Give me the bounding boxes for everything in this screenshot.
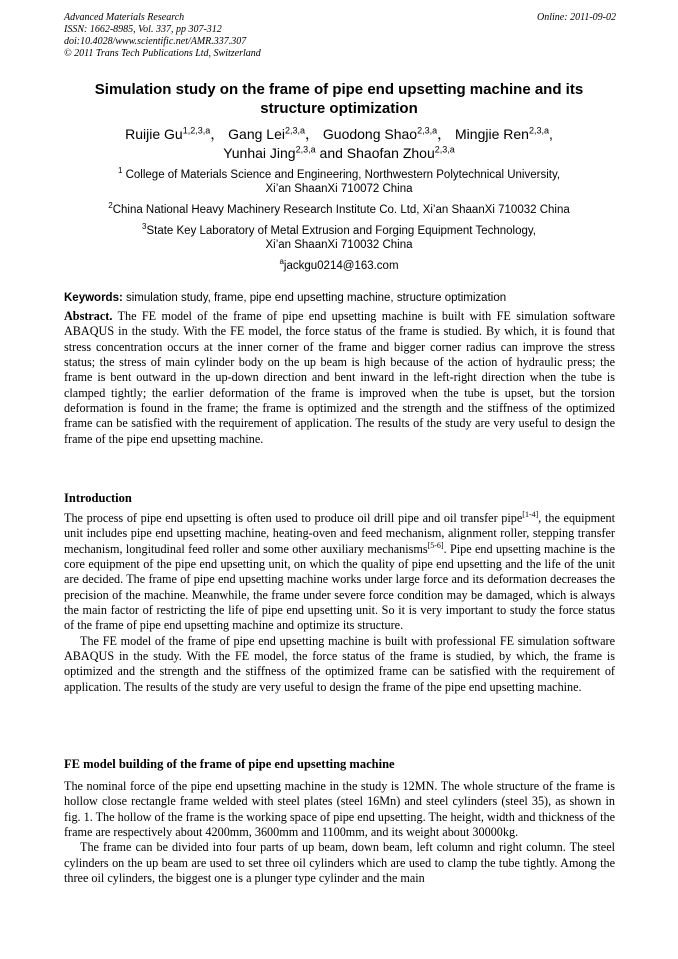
fe-model-body: [64, 779, 615, 886]
fe-model-heading: FE model building of the frame of pipe end upsetting machine: [64, 757, 395, 771]
citation-ref: [1-4]: [522, 509, 539, 519]
author-name: Yunhai Jing: [223, 145, 296, 161]
author-name: Guodong Shao: [322, 126, 418, 142]
affiliation-text: College of Materials Science and Engineering, Northwestern Polytechnical University,: [125, 169, 561, 181]
author-name: Ruijie Gu: [125, 126, 183, 142]
keywords: [64, 291, 616, 305]
email-address[interactable]: jackgu0214@163.com: [283, 260, 399, 272]
issn-line: ISSN: 1662-8985, Vol. 337, pp 307-312: [64, 24, 222, 35]
author-affiliation-mark: 2,3,a: [434, 144, 455, 155]
doi-line: doi:10.4028/www.scientific.net/AMR.337.307: [64, 36, 247, 47]
fe-paragraph-2: The frame can be divided into four parts of up beam, down beam, left column and right column. The steel cylinders on the up beam are used to set three oil cylinders which are used to clamp the tube tightly. Among the three oil cylinders, the biggest one is a plunger type cylinder and the main: [64, 840, 615, 886]
abstract: [64, 309, 615, 447]
abstract-label: Abstract.: [64, 309, 113, 323]
author-separator: ,: [548, 126, 553, 142]
fe-paragraph-1: The nominal force of the pipe end upsetting machine in the study is 12MN. The whole structure of the frame is hollow close rectangle frame welded with steel plates (steel 16Mn) and steel cylinders (steel 35), as shown in fig. 1. The hollow of the frame is the working space of pipe end upsetting. The height, width and thickness of the frame are respectively about 4200mm, 3600mm and 1100mm, and its weight about 30000kg.: [64, 779, 615, 840]
text-run: . Pipe end upsetting machine is the core equipment of the pipe end upsetting unit, on which the quality of pipe end upsetting and the life of the unit are decided. The frame of pipe end upsetting machine works under large force and its deformation decreases the precision of the machine. Meanwhile, the frame under severe force condition may be damaged, which is always the main factor of restricting the life of pipe end upsetting unit. So it is very important to study the force status of the frame of pipe end upsetting machine and optimize its structure.: [64, 541, 615, 633]
author-affiliation-mark: 2,3,a: [284, 125, 305, 136]
keywords-text: simulation study, frame, pipe end upsetting machine, structure optimization: [126, 292, 507, 304]
affiliation-1: [64, 168, 614, 196]
affiliation-2: [64, 203, 614, 217]
author-line-1: [64, 125, 614, 144]
author-list: [64, 125, 614, 163]
contact-email: [64, 259, 614, 273]
author-affiliation-mark: 2,3,a: [528, 125, 549, 136]
author-line-2: [64, 144, 614, 163]
text-run: , the equipment unit includes pipe end upsetting machine, heating-oven and feed mechanism, alignment roller, stepping transfer mechanism, longitudinal feed roller and some other auxiliary mechanisms: [64, 511, 615, 556]
abstract-text: The FE model of the frame of pipe end upsetting machine is built with FE simulation software ABAQUS in the study. With the FE model, the force status of the frame is studied. By which, it is found that stress concentration occurs at the inner corner of the frame and bigger corner radius can improve the stress status; the stress of main cylinder body on the up beam is high because of the action of hydraulic press; the frame is bent outward in the up-down direction and bent inward in the left-right direction when the tube is clamped tightly; the earlier deformation of the frame is improved when the tube is upset, but the torsion deformation is found in the frame; the frame is optimized and the strength and the stiffness of the optimized frame can be satisfied with the requirement of application. The results of the study are very useful to design the frame of the pipe end upsetting machine.: [64, 309, 616, 446]
introduction-body: [64, 511, 615, 695]
author-name: Shaofan Zhou: [346, 145, 435, 161]
introduction-paragraph-1: [64, 511, 615, 634]
journal-header: [64, 12, 616, 60]
author-separator: ，: [305, 126, 319, 142]
affiliation-mark: 3: [142, 222, 147, 232]
copyright-line: © 2011 Trans Tech Publications Ltd, Switzerland: [64, 48, 261, 59]
author-separator: and: [315, 145, 347, 161]
paper-title: Simulation study on the frame of pipe end upsetting machine and its structure optimization: [94, 81, 584, 117]
affiliation-address: Xi’an ShaanXi 710032 China: [265, 239, 413, 251]
author-separator: ，: [437, 126, 452, 142]
affiliation-text: China National Heavy Machinery Research Institute Co. Ltd, Xi’an ShaanXi 710032 China: [112, 204, 570, 216]
affiliation-text: State Key Laboratory of Metal Extrusion and Forging Equipment Technology,: [146, 225, 536, 237]
author-name: Gang Lei: [228, 126, 285, 142]
introduction-heading: Introduction: [64, 491, 132, 505]
text-run: The process of pipe end upsetting is often used to produce oil drill pipe and oil transfer pipe: [64, 511, 523, 525]
keywords-label: Keywords:: [64, 292, 123, 304]
online-date: Online: 2011-09-02: [537, 12, 616, 23]
journal-name: Advanced Materials Research: [64, 12, 185, 23]
affiliation-3: [64, 224, 614, 252]
author-affiliation-mark: 2,3,a: [295, 144, 316, 155]
citation-ref: [5-6]: [427, 540, 444, 550]
author-name: Mingjie Ren: [455, 126, 529, 142]
introduction-paragraph-2: The FE model of the frame of pipe end upsetting machine is built with professional FE simulation software ABAQUS in the study. With the FE model, the force status of the frame is studied, by which, the frame is optimized and the strength and the stiffness of the optimized frame can be satisfied with the requirement of application. The results of the study are very useful to design the frame of the pipe end upsetting machine.: [64, 633, 615, 694]
author-separator: ，: [210, 126, 225, 142]
affiliation-mark: 1: [117, 166, 123, 176]
email-mark: a: [279, 257, 284, 267]
author-affiliation-mark: 2,3,a: [417, 125, 438, 136]
author-affiliation-mark: 1,2,3,a: [182, 125, 211, 136]
affiliation-mark: 2: [108, 201, 113, 211]
affiliation-address: Xi’an ShaanXi 710072 China: [265, 183, 413, 195]
affiliation-list: [64, 168, 614, 280]
